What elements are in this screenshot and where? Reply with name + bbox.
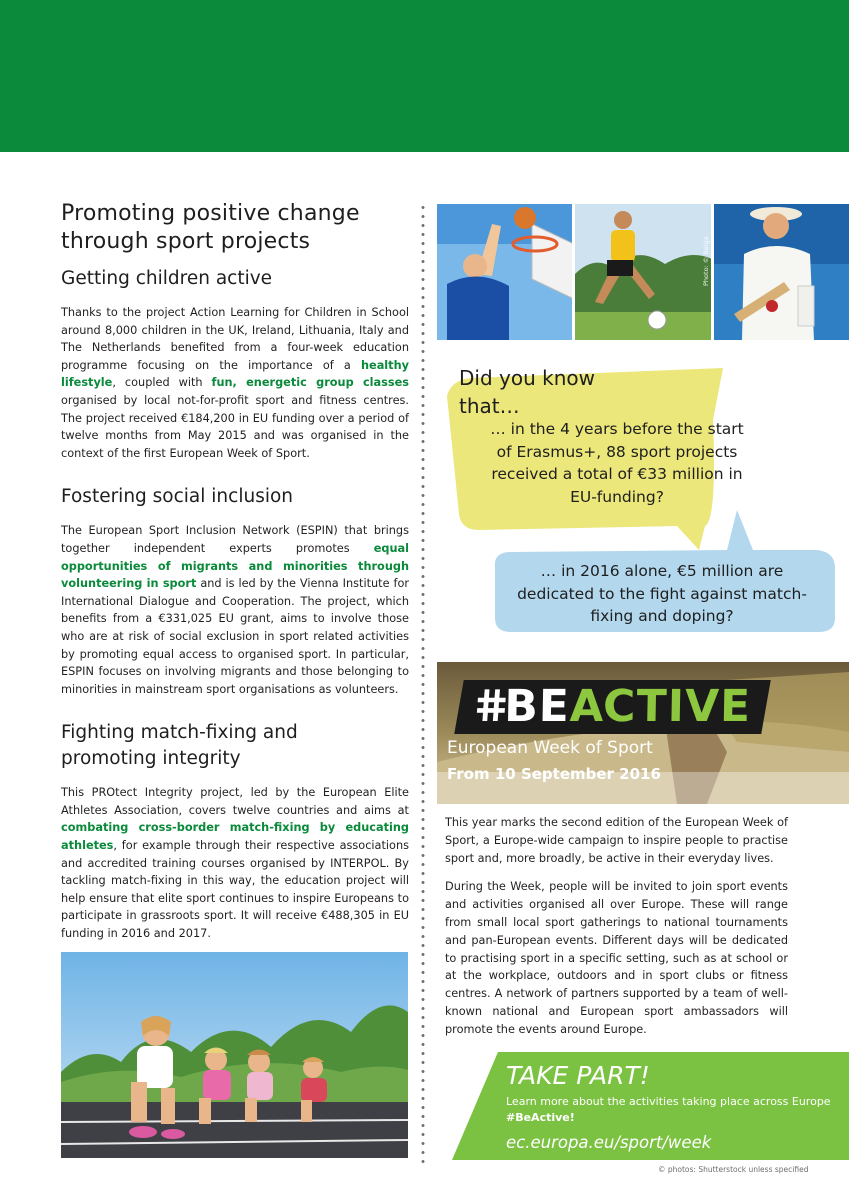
take-part-title: TAKE PART! [506,1061,650,1090]
page-title: Promoting positive change through sport projects [61,201,360,254]
children-running-photo [61,952,408,1158]
cricket-photo [714,204,849,340]
did-you-know-title: Did you know that… [459,366,595,418]
sport-week-link[interactable]: ec.europa.eu/sport/week [506,1133,712,1152]
section-heading-inclusion: Fostering social inclusion [61,486,294,508]
top-green-banner [0,0,849,152]
week-date: From 10 September 2016 [447,765,661,783]
basketball-photo [437,204,572,340]
european-week-text [445,814,788,1050]
beactive-logo: #BEACTIVE [454,680,770,734]
take-part-box [452,1052,849,1160]
beactive-hashtag: #BeActive! [506,1111,575,1124]
fact-erasmus-funding: … in the 4 years before the start of Erasmus+, 88 sport projects received a total of €33 million in EU-funding? [490,420,744,506]
sport-photo-strip [437,204,849,340]
football-photo [575,204,710,340]
take-part-text: Learn more about the activities taking place across Europe #BeActive! [506,1094,836,1126]
section-heading-match-fixing: Fighting match-fixing and promoting integrity [61,722,298,770]
week-paragraph-1: This year marks the second edition of the European Week of Sport, a Europe-wide campaign to inspire people to practise sport and, more broadly, be active in their everyday lives. [445,816,788,865]
dotted-divider [421,203,425,1163]
basketball-graphic [437,204,572,340]
football-graphic [575,204,710,340]
section-heading-children: Getting children active [61,268,273,289]
photo-credit-belga: Photo: © Belga [702,236,710,286]
section-body-children: Thanks to the project Action Learning for Children in School around 8,000 children in the UK, Ireland, Lithuania, Italy and The Netherlands benefited from a four-week education programme focusing on the importance of a healthy lifestyle, coupled with fun, energetic group classes organised by local not-for-profit sport and fitness centres. The project received €184,200 in EU funding over a period of twelve months from May 2015 and was organised in the context of the first European Week of Sport. [61,306,409,460]
children-photo-graphic [61,952,408,1158]
fact-match-fixing-funding: … in 2016 alone, €5 million are dedicated to the fight against match-fixing and doping? [517,562,807,625]
section-body-inclusion: The European Sport Inclusion Network (ESPIN) that brings together independent experts promotes equal opportunities of migrants and minorities through volunteering in sport and is led by the Vienna Institute for International Dialogue and Cooperation. The project, which benefits from a €331,025 EU grant, aims to involve those who are at risk of social exclusion in sport related activities by promoting equal access to organised sport. In particular, ESPIN focuses on involving migrants and those belonging to minorities in mainstream sport organisations as volunteers. [61,524,410,696]
week-paragraph-2: During the Week, people will be invited to join sport events and activities organised all over Europe. These will range from small local sport gatherings to national tournaments and pan-European events. Different days will be dedicated to practising sport in a specific setting, such as at school or at the workplace, outdoors and in sport clubs or fitness centres. A network of partners supported by a team of well-known national and European sport ambassadors will promote the events around Europe. [445,880,788,1036]
left-column [61,200,409,943]
did-you-know-box [437,350,849,640]
cricket-graphic [714,204,849,340]
week-name: European Week of Sport [447,738,653,758]
section-body-match-fixing: This PROtect Integrity project, led by the European Elite Athletes Association, covers twelve countries and aims at combating cross-border match-fixing by educating athletes, for example through their respective associations and accredited training courses organised by INTERPOL. By tackling match-fixing in this way, the education project will help ensure that elite sport continues to inspire Europeans to participate in grassroots sport. It will receive €488,305 in EU funding in 2016 and 2017. [61,786,409,941]
footer-photo-credit: © photos: Shutterstock unless specified [658,1165,809,1174]
beactive-banner [437,662,849,804]
